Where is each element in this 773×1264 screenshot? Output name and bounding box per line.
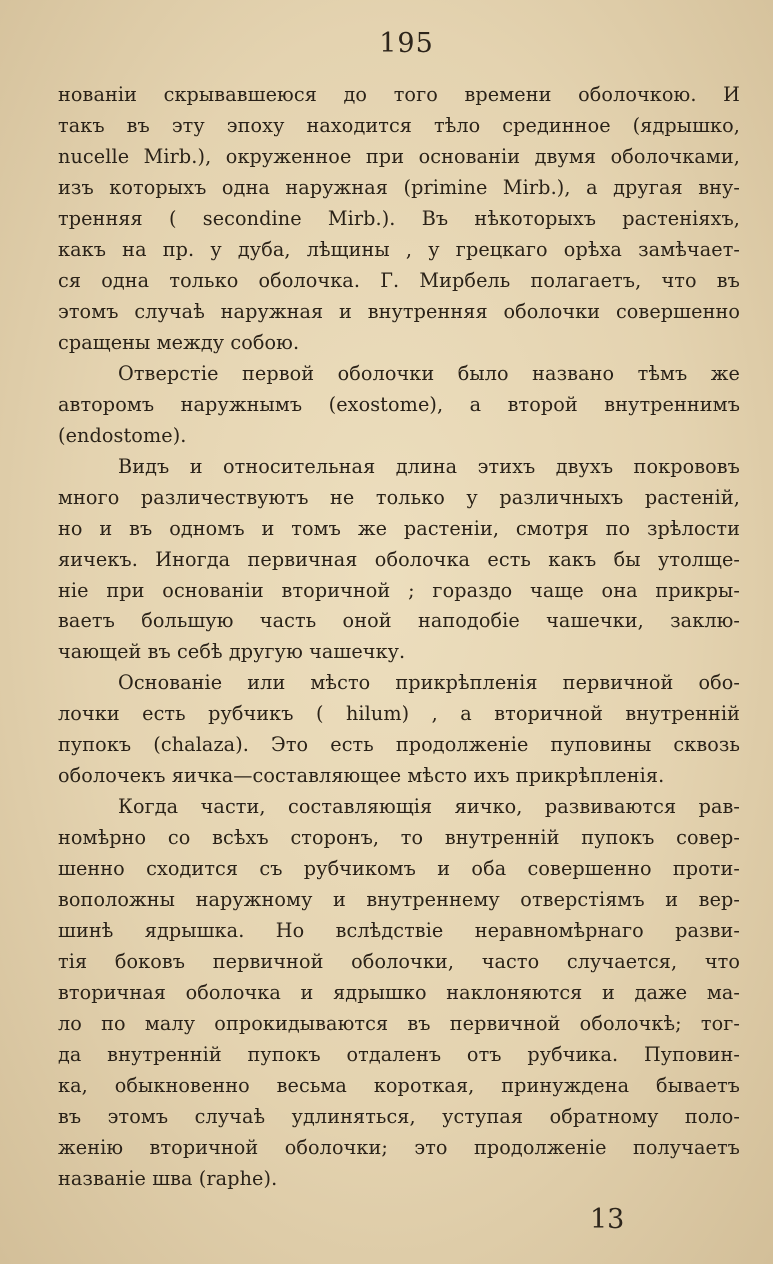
text-line: шенно сходится съ рубчикомъ и оба совершенно проти- (58, 857, 740, 881)
text-line: нiе при основанiи вторичной ; гораздо чаще она прикры- (58, 578, 740, 602)
text-line: Когда части, составляющiя яичко, развиваются рав- (118, 795, 740, 819)
text-line: Основанiе или мѣсто прикрѣпленiя первичной обо- (118, 671, 740, 695)
text-line: пупокъ (chalaza). Это есть продолженiе пуповины сквозь (58, 733, 740, 757)
body-text (58, 80, 740, 1195)
text-line: какъ на пр. у дуба, лѣщины , у грецкаго орѣха замѣчает- (58, 237, 740, 261)
page-number: 195 (379, 28, 434, 59)
text-line: оболочекъ яичка—составляющее мѣсто ихъ прикрѣпленiя. (58, 764, 665, 788)
text-line: этомъ случаѣ наружная и внутренняя оболочки совершенно (58, 299, 740, 323)
text-line: изъ которыхъ одна наружная (primine Mirb.), а другая вну- (58, 175, 740, 199)
text-line: тренняя ( secondine Mirb.). Въ нѣкоторыхъ растенiяхъ, (58, 206, 740, 230)
text-line: ваетъ большую часть оной наподобiе чашечки, заклю- (58, 609, 740, 633)
text-line: ся одна только оболочка. Г. Мирбель полагаетъ, что въ (58, 268, 740, 292)
text-line: тiя боковъ первичной оболочки, часто случается, что (58, 950, 740, 974)
text-line: лочки есть рубчикъ ( hilum) , а вторичной внутреннiй (58, 702, 740, 726)
text-line: (endostome). (58, 423, 187, 447)
text-line: авторомъ наружнымъ (exostome), а второй внутреннимъ (58, 392, 740, 416)
text-line: шинѣ ядрышка. Но вслѣдствiе неравномѣрнаго разви- (58, 919, 740, 943)
text-line: номѣрно со всѣхъ сторонъ, то внутреннiй пупокъ совер- (58, 826, 740, 850)
text-line: ка, обыкновенно весьма короткая, принуждена бываетъ (58, 1074, 740, 1097)
text-line: женiю вторичной оболочки; это продолженiе получаетъ (58, 1135, 740, 1159)
text-line: чающей въ себѣ другую чашечку. (58, 640, 406, 664)
text-line: Отверстiе первой оболочки было названо тѣмъ же (118, 361, 740, 385)
text-line: нованiи скрывавшеюся до того времени оболочкою. И (58, 83, 740, 106)
text-line: названiе шва (raphe). (58, 1166, 278, 1190)
text-line: сращены между собою. (58, 330, 300, 354)
text-line: яичекъ. Иногда первичная оболочка есть какъ бы утолще- (58, 547, 740, 571)
text-line: въ этомъ случаѣ удлиняться, уступая обратному поло- (58, 1104, 740, 1128)
text-line: вторичная оболочка и ядрышко наклоняются и даже ма- (58, 981, 740, 1005)
text-line: nucelle Mirb.), окруженное при основанiи двумя оболочками, (58, 144, 740, 168)
signature-mark: 13 (590, 1204, 625, 1235)
text-line: воположны наружному и внутреннему отверстiямъ и вер- (58, 888, 740, 912)
text-line: Видъ и относительная длина этихъ двухъ покрововъ (118, 454, 740, 478)
text-line: но и въ одномъ и томъ же растенiи, смотря по зрѣлости (58, 516, 740, 540)
text-line: ло по малу опрокидываются въ первичной оболочкѣ; тог- (58, 1012, 740, 1036)
text-line: такъ въ эту эпоху находится тѣло срединное (ядрышко, (58, 113, 740, 137)
text-line: много различествуютъ не только у различныхъ растенiй, (58, 485, 740, 509)
text-line: да внутреннiй пупокъ отдаленъ отъ рубчика. Пуповин- (58, 1043, 740, 1067)
